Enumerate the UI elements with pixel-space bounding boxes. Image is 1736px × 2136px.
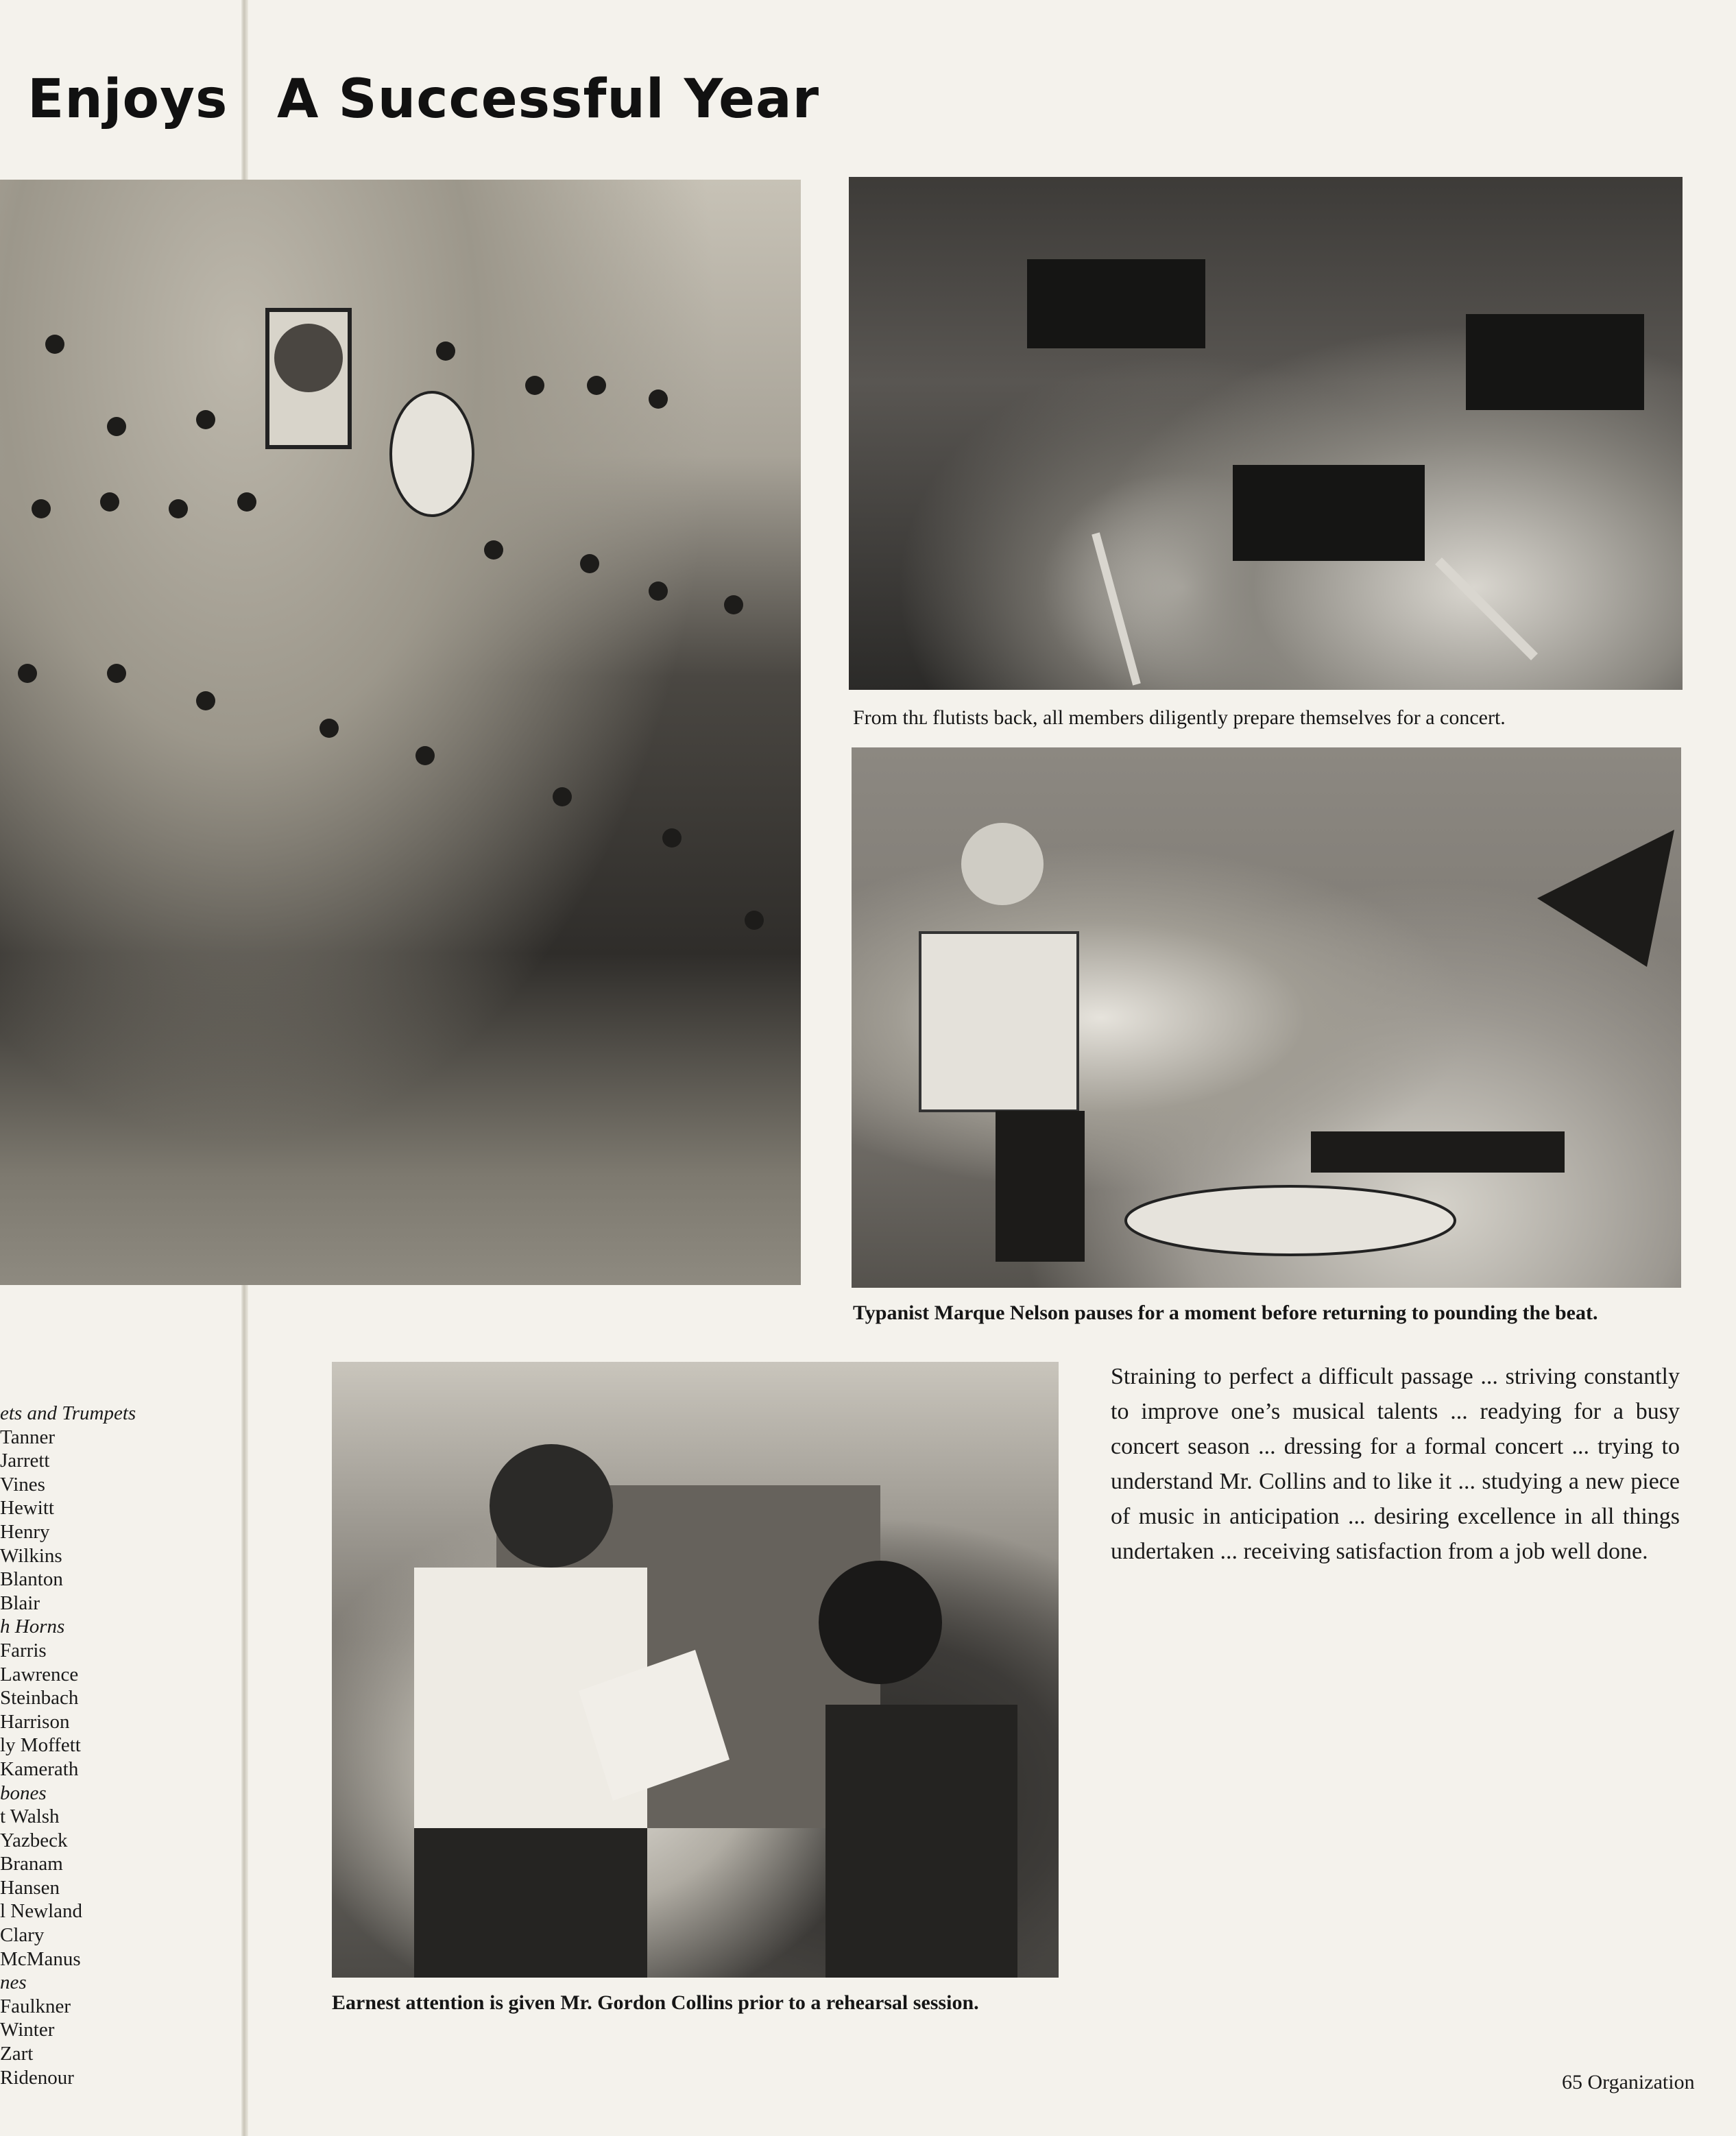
typanist-caption: Typanist Marque Nelson pauses for a moment before returning to pounding the beat. [853, 1301, 1598, 1324]
roster-name: Ridenour [0, 2066, 74, 2089]
flutists-caption: From thʟ flutists back, all members diligently prepare themselves for a concert. [853, 706, 1506, 729]
typanist-photo-art [852, 747, 1681, 1288]
roster-name: Farris [0, 1639, 47, 1661]
roster-name: Steinbach [0, 1687, 79, 1709]
flutists-photo [849, 177, 1683, 690]
headline-left: Enjoys [27, 69, 228, 130]
roster-name: Jarrett [0, 1450, 50, 1472]
roster-section-heading: nes [0, 1971, 27, 1994]
roster-name: t Walsh [0, 1805, 60, 1828]
band-photo [0, 180, 801, 1285]
roster-list [0, 1402, 219, 2089]
roster-name: Vines [0, 1473, 45, 1496]
roster-name: Lawrence [0, 1663, 79, 1685]
roster-name: Harrison [0, 1710, 70, 1733]
collins-photo-art [332, 1362, 1059, 1978]
roster-name: Henry [0, 1520, 50, 1543]
roster-name: Wilkins [0, 1544, 62, 1567]
roster-name: Tanner [0, 1426, 56, 1448]
collins-caption: Earnest attention is given Mr. Gordon Collins prior to a rehearsal session. [332, 1991, 979, 2014]
page-folio: 65 Organization [1562, 2071, 1695, 2093]
flutists-photo-art [849, 177, 1683, 690]
collins-photo [332, 1362, 1059, 1978]
roster-name: McManus [0, 1947, 81, 1970]
roster-name: Winter [0, 2019, 55, 2041]
headline-right: A Successful Year [277, 69, 820, 130]
roster-section-heading: bones [0, 1781, 47, 1804]
roster-name: ly Moffett [0, 1734, 81, 1757]
roster-name: Hansen [0, 1876, 60, 1899]
typanist-photo [852, 747, 1681, 1288]
roster-name: Faulkner [0, 1995, 71, 2017]
roster-name: Clary [0, 1924, 45, 1947]
roster-name: Zart [0, 2043, 34, 2065]
roster-section-heading: h Horns [0, 1616, 65, 1638]
body-text: Straining to perfect a difficult passage ... striving constantly to improve one’s musical talents ... readying for a busy concert season ... dressing for a formal concert ... trying to understand Mr. Collins and to like it ... studying a new piece of music in anticipation ... desiring excellence in all things undertaken ... receiving satisfaction from a job well done. [1111, 1364, 1680, 1564]
band-photo-art [0, 180, 801, 1285]
roster-section-heading: ets and Trumpets [0, 1402, 136, 1424]
roster-name: Branam [0, 1853, 63, 1875]
roster-name: l Newland [0, 1900, 82, 1923]
roster-name: Blair [0, 1592, 40, 1614]
roster-name: Blanton [0, 1568, 63, 1591]
roster-name: Hewitt [0, 1497, 54, 1520]
roster-name: Kamerath [0, 1757, 79, 1780]
roster-name: Yazbeck [0, 1829, 68, 1851]
